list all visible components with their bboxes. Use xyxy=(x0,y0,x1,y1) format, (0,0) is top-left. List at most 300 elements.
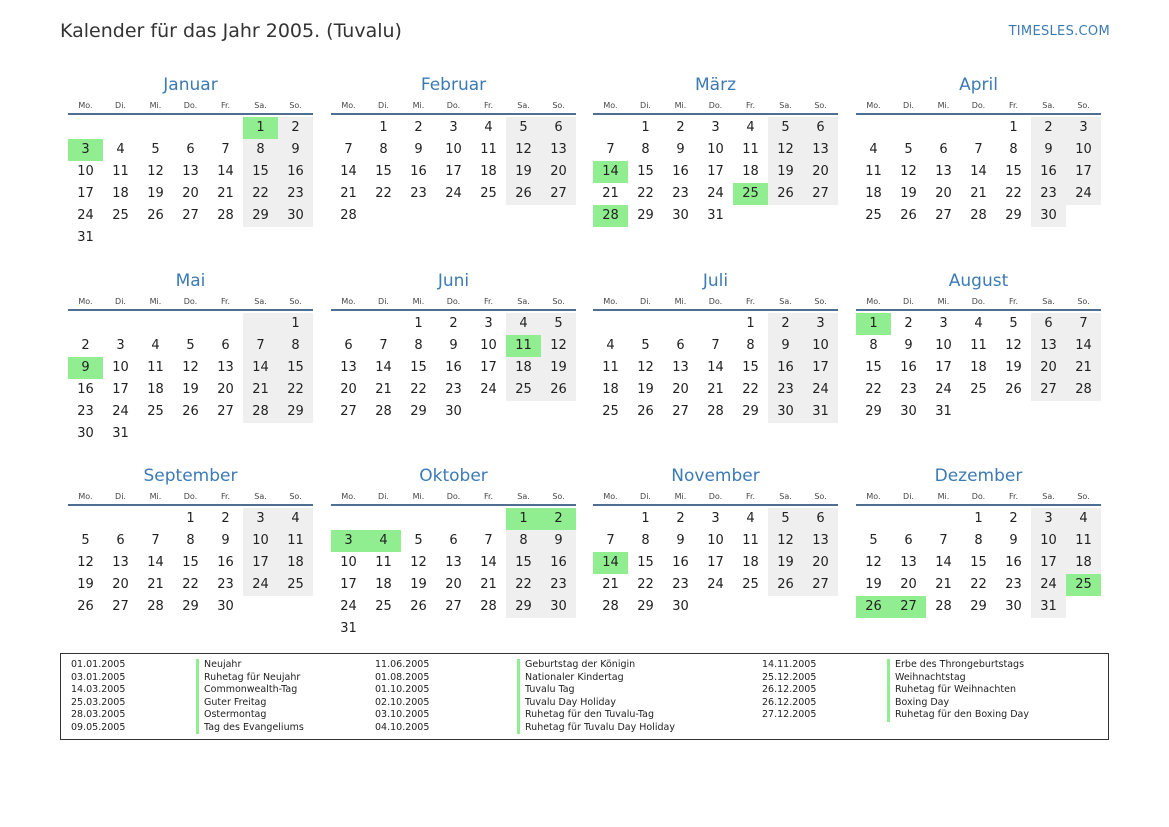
day-cell: 1 xyxy=(414,316,423,331)
month-name: September xyxy=(143,466,238,486)
day-grid xyxy=(331,117,576,227)
day-cell: 6 xyxy=(676,338,685,353)
month-name: April xyxy=(959,75,998,95)
empty-cell xyxy=(856,117,891,139)
legend-holiday-name: Tuvalu Day Holiday xyxy=(525,696,616,708)
day-cell: 3 xyxy=(1031,508,1066,530)
weekday-label: Sa. xyxy=(779,492,792,501)
day-cell: 15 xyxy=(182,555,199,570)
empty-cell xyxy=(961,117,996,139)
day-cell: 22 xyxy=(1005,186,1022,201)
weekday-header xyxy=(68,295,313,311)
legend-holiday-name: Tuvalu Tag xyxy=(525,684,575,695)
day-cell: 3 xyxy=(711,120,720,135)
day-cell: 21 xyxy=(480,577,497,592)
day-cell: 25 xyxy=(480,186,497,201)
weekday-label: Do. xyxy=(446,297,461,306)
holiday-day-cell: 9 xyxy=(68,357,103,379)
day-cell: 19 xyxy=(147,186,164,201)
legend-holiday-name: Ruhetag für Weihnachten xyxy=(895,684,1016,695)
legend-dates-col3 xyxy=(762,659,816,722)
day-cell: 2 xyxy=(1031,117,1066,139)
day-cell: 29 xyxy=(742,404,759,419)
day-cell: 11 xyxy=(742,142,759,157)
day-cell: 20 xyxy=(803,161,838,183)
day-grid xyxy=(593,508,838,618)
legend-date: 25.12.2005 xyxy=(762,671,817,683)
day-cell: 18 xyxy=(742,164,759,179)
weekday-label: So. xyxy=(1077,492,1090,501)
day-cell: 16 xyxy=(278,161,313,183)
day-cell: 6 xyxy=(221,338,230,353)
day-cell: 22 xyxy=(375,186,392,201)
day-cell: 21 xyxy=(217,186,234,201)
day-cell: 16 xyxy=(1005,555,1022,570)
day-cell: 17 xyxy=(1066,161,1101,183)
empty-cell xyxy=(173,117,208,139)
month-block xyxy=(593,465,838,618)
day-cell: 23 xyxy=(672,577,689,592)
day-cell: 31 xyxy=(340,621,357,636)
month-block xyxy=(593,270,838,423)
day-cell: 31 xyxy=(77,230,94,245)
legend-date: 25.03.2005 xyxy=(71,696,126,708)
weekday-header xyxy=(331,490,576,506)
weekday-label: So. xyxy=(289,297,302,306)
day-cell: 22 xyxy=(182,577,199,592)
day-cell: 18 xyxy=(602,382,619,397)
day-cell: 9 xyxy=(278,139,313,161)
empty-cell xyxy=(593,313,628,335)
day-cell: 16 xyxy=(445,360,462,375)
day-cell: 6 xyxy=(186,142,195,157)
weekday-label: Mi. xyxy=(937,101,950,110)
empty-cell xyxy=(401,508,436,530)
legend-date: 14.03.2005 xyxy=(71,684,126,695)
day-cell: 4 xyxy=(278,508,313,530)
day-cell: 27 xyxy=(340,404,357,419)
weekday-label: Do. xyxy=(708,492,723,501)
empty-cell xyxy=(366,313,401,335)
empty-cell xyxy=(891,117,926,139)
legend-names-col2 xyxy=(517,659,675,734)
month-block xyxy=(331,465,576,640)
month-name: Juni xyxy=(437,271,470,291)
holiday-legend xyxy=(60,653,1109,740)
day-cell: 13 xyxy=(541,139,576,161)
empty-cell xyxy=(68,508,103,530)
day-grid xyxy=(68,508,313,618)
day-cell: 11 xyxy=(278,530,313,552)
day-cell: 16 xyxy=(900,360,917,375)
day-cell: 9 xyxy=(676,533,685,548)
legend-holiday-name: Weihnachtstag xyxy=(895,671,966,683)
day-cell: 19 xyxy=(900,186,917,201)
weekday-label: Di. xyxy=(903,492,914,501)
day-cell: 29 xyxy=(637,599,654,614)
legend-holiday-name: Ruhetag für den Tuvalu-Tag xyxy=(525,709,654,720)
day-cell: 26 xyxy=(182,404,199,419)
legend-holiday-name: Geburtstag der Königin xyxy=(525,659,636,670)
day-cell: 23 xyxy=(900,382,917,397)
weekday-label: Fr. xyxy=(220,297,231,306)
weekday-label: Di. xyxy=(378,297,389,306)
weekday-label: Sa. xyxy=(779,101,792,110)
day-cell: 24 xyxy=(340,599,357,614)
day-cell: 13 xyxy=(182,164,199,179)
day-cell: 29 xyxy=(182,599,199,614)
holiday-day-cell: 1 xyxy=(506,508,541,530)
day-cell: 22 xyxy=(506,574,541,596)
weekday-label: Fr. xyxy=(1008,101,1019,110)
month-name: Dezember xyxy=(934,466,1023,486)
day-cell: 18 xyxy=(970,360,987,375)
day-cell: 20 xyxy=(182,186,199,201)
day-cell: 22 xyxy=(278,379,313,401)
empty-cell xyxy=(856,508,891,530)
weekday-label: Sa. xyxy=(517,101,530,110)
day-cell: 23 xyxy=(768,379,803,401)
month-name: Mai xyxy=(175,271,206,291)
day-cell: 24 xyxy=(935,382,952,397)
brand-link[interactable]: TIMESLES.COM xyxy=(1008,24,1110,39)
day-cell: 14 xyxy=(1066,335,1101,357)
weekday-label: Di. xyxy=(903,297,914,306)
day-cell: 5 xyxy=(768,117,803,139)
day-cell: 9 xyxy=(676,142,685,157)
day-grid xyxy=(593,313,838,423)
day-cell: 6 xyxy=(803,117,838,139)
day-cell: 28 xyxy=(375,404,392,419)
legend-holiday-name: Nationaler Kindertag xyxy=(525,671,624,683)
empty-cell xyxy=(331,508,366,530)
day-cell: 14 xyxy=(217,164,234,179)
legend-date: 14.11.2005 xyxy=(762,659,817,670)
day-cell: 8 xyxy=(414,338,423,353)
day-cell: 24 xyxy=(1066,183,1101,205)
holiday-day-cell: 25 xyxy=(1066,574,1101,596)
day-cell: 11 xyxy=(375,555,392,570)
weekday-header xyxy=(331,99,576,115)
day-cell: 6 xyxy=(939,142,948,157)
day-cell: 18 xyxy=(1066,552,1101,574)
legend-holiday-name: Ruhetag für Tuvalu Day Holiday xyxy=(525,721,675,733)
day-cell: 23 xyxy=(77,404,94,419)
weekday-label: Do. xyxy=(446,492,461,501)
day-cell: 2 xyxy=(676,511,685,526)
day-cell: 5 xyxy=(186,338,195,353)
day-cell: 15 xyxy=(637,555,654,570)
day-cell: 29 xyxy=(278,401,313,423)
day-cell: 29 xyxy=(637,208,654,223)
day-cell: 16 xyxy=(672,164,689,179)
day-cell: 4 xyxy=(974,316,983,331)
day-cell: 25 xyxy=(742,577,759,592)
day-grid xyxy=(331,313,576,423)
weekday-label: Mo. xyxy=(866,492,881,501)
day-cell: 9 xyxy=(221,533,230,548)
day-cell: 23 xyxy=(278,183,313,205)
day-cell: 20 xyxy=(340,382,357,397)
weekday-label: Do. xyxy=(708,297,723,306)
legend-holiday-name: Boxing Day xyxy=(895,696,950,708)
legend-date: 26.12.2005 xyxy=(762,684,817,695)
day-cell: 26 xyxy=(506,183,541,205)
legend-date: 09.05.2005 xyxy=(71,721,126,733)
day-cell: 17 xyxy=(707,555,724,570)
day-cell: 26 xyxy=(768,574,803,596)
day-cell: 15 xyxy=(278,357,313,379)
day-cell: 17 xyxy=(1031,552,1066,574)
day-cell: 27 xyxy=(1031,379,1066,401)
weekday-label: Sa. xyxy=(779,297,792,306)
day-cell: 30 xyxy=(217,599,234,614)
day-cell: 25 xyxy=(375,599,392,614)
day-cell: 11 xyxy=(147,360,164,375)
day-cell: 30 xyxy=(77,426,94,441)
month-block xyxy=(593,74,838,227)
weekday-header xyxy=(856,99,1101,115)
weekday-header xyxy=(593,99,838,115)
weekday-header xyxy=(593,490,838,506)
day-cell: 24 xyxy=(803,379,838,401)
day-cell: 2 xyxy=(676,120,685,135)
day-cell: 2 xyxy=(221,511,230,526)
day-cell: 10 xyxy=(243,530,278,552)
day-cell: 5 xyxy=(541,313,576,335)
month-block xyxy=(68,74,313,249)
day-cell: 21 xyxy=(602,186,619,201)
day-cell: 23 xyxy=(410,186,427,201)
weekday-label: Fr. xyxy=(483,492,494,501)
day-cell: 4 xyxy=(151,338,160,353)
weekday-label: Do. xyxy=(183,492,198,501)
day-cell: 30 xyxy=(900,404,917,419)
weekday-label: Di. xyxy=(903,101,914,110)
day-cell: 24 xyxy=(707,577,724,592)
day-cell: 4 xyxy=(746,511,755,526)
empty-cell xyxy=(68,313,103,335)
day-cell: 14 xyxy=(480,555,497,570)
day-cell: 5 xyxy=(869,533,878,548)
day-grid xyxy=(856,313,1101,423)
weekday-label: Di. xyxy=(640,101,651,110)
day-cell: 27 xyxy=(672,404,689,419)
weekday-label: Mo. xyxy=(603,101,618,110)
day-cell: 31 xyxy=(112,426,129,441)
day-cell: 1 xyxy=(641,511,650,526)
day-cell: 6 xyxy=(344,338,353,353)
day-cell: 30 xyxy=(672,208,689,223)
weekday-label: Mi. xyxy=(937,297,950,306)
day-cell: 14 xyxy=(340,164,357,179)
day-cell: 1 xyxy=(1009,120,1018,135)
day-cell: 19 xyxy=(768,161,803,183)
day-cell: 6 xyxy=(904,533,913,548)
empty-cell xyxy=(663,313,698,335)
empty-cell xyxy=(331,313,366,335)
day-grid xyxy=(68,313,313,445)
day-cell: 31 xyxy=(1031,596,1066,618)
day-cell: 21 xyxy=(340,186,357,201)
weekday-label: Mo. xyxy=(78,101,93,110)
empty-cell xyxy=(436,508,471,530)
legend-date: 01.01.2005 xyxy=(71,659,126,670)
day-cell: 22 xyxy=(742,382,759,397)
day-cell: 2 xyxy=(449,316,458,331)
day-cell: 15 xyxy=(865,360,882,375)
weekday-label: Do. xyxy=(708,101,723,110)
day-cell: 22 xyxy=(243,183,278,205)
day-cell: 9 xyxy=(414,142,423,157)
day-cell: 8 xyxy=(746,338,755,353)
day-cell: 29 xyxy=(1005,208,1022,223)
day-cell: 15 xyxy=(970,555,987,570)
day-cell: 2 xyxy=(278,117,313,139)
weekday-label: Mo. xyxy=(866,297,881,306)
day-cell: 5 xyxy=(641,338,650,353)
holiday-day-cell: 3 xyxy=(68,139,103,161)
day-cell: 17 xyxy=(445,164,462,179)
empty-cell xyxy=(628,313,663,335)
day-cell: 17 xyxy=(340,577,357,592)
weekday-label: So. xyxy=(552,297,565,306)
weekday-label: Mi. xyxy=(412,492,425,501)
legend-holiday-name: Tag des Evangeliums xyxy=(204,721,304,733)
empty-cell xyxy=(593,117,628,139)
day-cell: 16 xyxy=(768,357,803,379)
month-name: August xyxy=(948,271,1009,291)
day-cell: 11 xyxy=(480,142,497,157)
day-cell: 14 xyxy=(243,357,278,379)
day-cell: 10 xyxy=(340,555,357,570)
weekday-label: Sa. xyxy=(254,492,267,501)
day-cell: 14 xyxy=(935,555,952,570)
day-cell: 26 xyxy=(900,208,917,223)
day-cell: 17 xyxy=(935,360,952,375)
holiday-day-cell: 2 xyxy=(541,508,576,530)
legend-holiday-name: Erbe des Throngeburtstags xyxy=(895,659,1025,670)
day-cell: 6 xyxy=(1031,313,1066,335)
day-cell: 26 xyxy=(768,183,803,205)
day-cell: 27 xyxy=(541,183,576,205)
day-cell: 11 xyxy=(112,164,129,179)
weekday-header xyxy=(593,295,838,311)
holiday-day-cell: 1 xyxy=(856,313,891,335)
weekday-label: So. xyxy=(814,101,827,110)
day-cell: 29 xyxy=(970,599,987,614)
day-cell: 3 xyxy=(116,338,125,353)
day-cell: 16 xyxy=(672,555,689,570)
day-cell: 4 xyxy=(869,142,878,157)
day-cell: 7 xyxy=(344,142,353,157)
month-name: Juli xyxy=(702,271,729,291)
day-cell: 3 xyxy=(711,511,720,526)
day-cell: 15 xyxy=(506,552,541,574)
weekday-label: So. xyxy=(552,101,565,110)
month-block xyxy=(331,270,576,423)
weekday-label: Mo. xyxy=(866,101,881,110)
day-cell: 26 xyxy=(637,404,654,419)
legend-date: 01.08.2005 xyxy=(375,671,430,683)
day-cell: 12 xyxy=(77,555,94,570)
day-cell: 20 xyxy=(803,552,838,574)
empty-cell xyxy=(138,508,173,530)
day-cell: 2 xyxy=(1009,511,1018,526)
weekday-label: Mo. xyxy=(341,297,356,306)
empty-cell xyxy=(331,117,366,139)
legend-holiday-name: Ruhetag für den Boxing Day xyxy=(895,709,1029,720)
day-cell: 10 xyxy=(480,338,497,353)
day-cell: 5 xyxy=(506,117,541,139)
day-cell: 30 xyxy=(1005,599,1022,614)
day-cell: 9 xyxy=(904,338,913,353)
day-cell: 19 xyxy=(506,161,541,183)
day-cell: 6 xyxy=(116,533,125,548)
weekday-label: So. xyxy=(814,492,827,501)
day-cell: 13 xyxy=(1031,335,1066,357)
day-cell: 3 xyxy=(243,508,278,530)
day-cell: 10 xyxy=(935,338,952,353)
day-cell: 15 xyxy=(375,164,392,179)
day-cell: 11 xyxy=(865,164,882,179)
day-cell: 23 xyxy=(445,382,462,397)
day-cell: 31 xyxy=(803,401,838,423)
day-cell: 25 xyxy=(865,208,882,223)
weekday-label: Do. xyxy=(971,492,986,501)
month-block xyxy=(856,465,1101,618)
month-block xyxy=(856,74,1101,227)
day-cell: 19 xyxy=(77,577,94,592)
day-cell: 28 xyxy=(970,208,987,223)
weekday-label: Do. xyxy=(971,297,986,306)
day-cell: 26 xyxy=(147,208,164,223)
weekday-header xyxy=(331,295,576,311)
day-cell: 25 xyxy=(147,404,164,419)
day-cell: 22 xyxy=(637,186,654,201)
weekday-label: Mi. xyxy=(937,492,950,501)
day-cell: 28 xyxy=(1066,379,1101,401)
day-cell: 12 xyxy=(865,555,882,570)
month-block xyxy=(331,74,576,227)
day-cell: 7 xyxy=(1066,313,1101,335)
day-cell: 16 xyxy=(410,164,427,179)
day-cell: 22 xyxy=(865,382,882,397)
month-name: Februar xyxy=(420,75,487,95)
legend-date: 02.10.2005 xyxy=(375,696,430,708)
day-cell: 15 xyxy=(1005,164,1022,179)
day-cell: 26 xyxy=(77,599,94,614)
day-cell: 27 xyxy=(182,208,199,223)
day-cell: 25 xyxy=(602,404,619,419)
legend-dates-col2 xyxy=(375,659,429,734)
weekday-label: Mo. xyxy=(78,297,93,306)
day-cell: 3 xyxy=(484,316,493,331)
day-cell: 15 xyxy=(742,360,759,375)
day-cell: 21 xyxy=(375,382,392,397)
empty-cell xyxy=(926,508,961,530)
weekday-label: Di. xyxy=(640,492,651,501)
legend-date: 03.10.2005 xyxy=(375,709,430,720)
day-cell: 10 xyxy=(445,142,462,157)
day-cell: 22 xyxy=(637,577,654,592)
day-cell: 18 xyxy=(375,577,392,592)
day-cell: 15 xyxy=(410,360,427,375)
day-cell: 12 xyxy=(1005,338,1022,353)
weekday-label: Do. xyxy=(183,297,198,306)
day-cell: 11 xyxy=(742,533,759,548)
day-cell: 11 xyxy=(602,360,619,375)
